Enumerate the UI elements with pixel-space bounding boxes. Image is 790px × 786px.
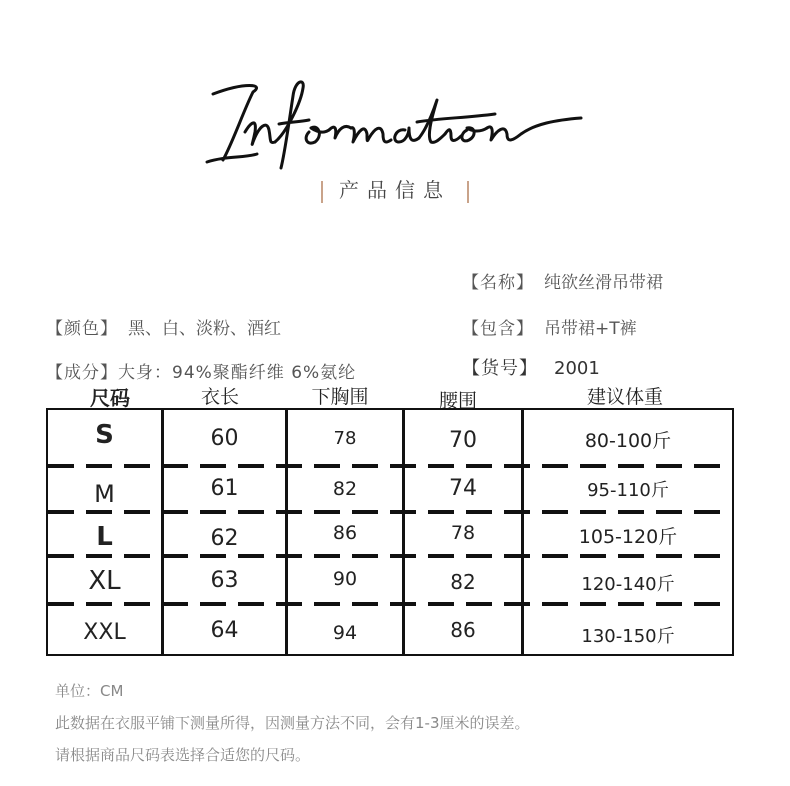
cell-underbust: 94 (332, 622, 358, 644)
subtitle-text: 产品信息 (339, 178, 451, 202)
info-name-value: 纯欲丝滑吊带裙 (544, 273, 663, 293)
info-color-value: 黑、白、淡粉、酒红 (128, 319, 281, 339)
cell-size: XXL (83, 620, 126, 645)
note-measurement: 此数据在衣服平铺下测量所得，因测量方法不同，会有1-3厘米的误差。 (55, 714, 530, 732)
info-content-label: 【包含】 (462, 319, 534, 339)
info-item-label: 【货号】 (462, 358, 538, 379)
cell-waist: 82 (450, 570, 476, 594)
cell-weight: 130-150斤 (581, 626, 675, 647)
cell-underbust: 82 (332, 478, 358, 500)
table-row-divider (48, 510, 732, 514)
cell-weight: 120-140斤 (581, 574, 675, 595)
cell-weight: 105-120斤 (578, 526, 678, 548)
cell-length: 64 (210, 618, 239, 643)
info-material-label: 【成分】 (46, 363, 118, 383)
note-advice: 请根据商品尺码表选择合适您的尺码。 (55, 746, 311, 764)
info-name-label: 【名称】 (462, 273, 534, 293)
cell-length: 63 (210, 568, 239, 593)
cell-size: XL (88, 566, 121, 596)
information-script-graphic (205, 72, 585, 172)
cell-size: M (94, 480, 115, 508)
cell-underbust: 86 (332, 522, 358, 544)
cell-length: 61 (210, 476, 239, 501)
header-waist: 腰围 (438, 390, 477, 412)
header-length: 衣长 (200, 386, 239, 408)
cell-waist: 78 (450, 522, 476, 544)
subtitle-left-bar (321, 181, 323, 203)
header-underbust: 下胸围 (311, 386, 369, 408)
cell-waist: 70 (449, 428, 477, 453)
subtitle-right-bar (467, 181, 469, 203)
size-table (46, 408, 734, 656)
table-row-divider (48, 602, 732, 606)
cell-waist: 74 (449, 476, 477, 501)
cell-size: L (96, 522, 113, 552)
info-name (462, 268, 663, 293)
cell-waist: 86 (450, 618, 476, 642)
cell-length: 60 (210, 426, 239, 451)
info-content (462, 314, 637, 339)
cell-weight: 80-100斤 (584, 430, 672, 452)
info-color (46, 314, 281, 339)
subtitle (0, 174, 790, 203)
note-unit: 单位：CM (55, 682, 124, 700)
info-content-value: 吊带裙+T裤 (544, 319, 637, 339)
information-script-title (205, 72, 585, 172)
info-material (46, 358, 356, 383)
header-size: 尺码 (90, 386, 130, 410)
table-row-divider (48, 464, 732, 468)
table-row-divider (48, 554, 732, 558)
header-weight: 建议体重 (586, 386, 663, 408)
info-color-label: 【颜色】 (46, 319, 118, 339)
cell-weight: 95-110斤 (587, 480, 669, 501)
info-material-value: 大身：94%聚酯纤维 6%氨纶 (118, 363, 357, 383)
cell-underbust: 90 (332, 568, 358, 590)
cell-size: S (95, 420, 114, 450)
size-table-headers (0, 382, 790, 410)
cell-length: 62 (210, 526, 239, 551)
info-item-number (462, 354, 600, 380)
info-item-value: 2001 (554, 358, 600, 379)
cell-underbust: 78 (333, 428, 357, 449)
